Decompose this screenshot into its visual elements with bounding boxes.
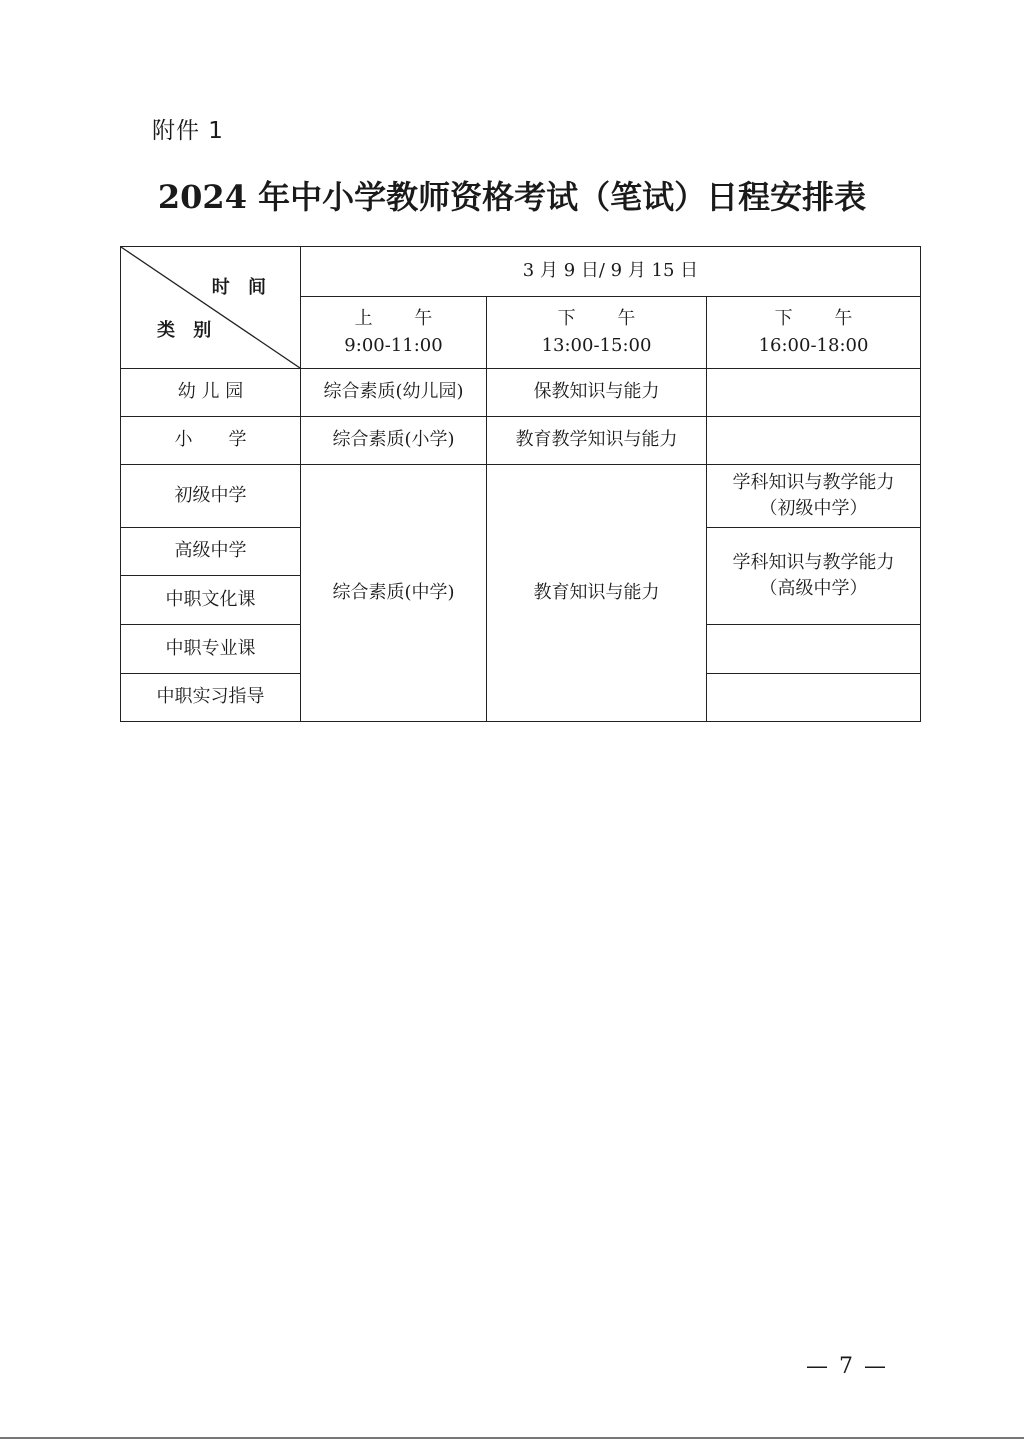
senior-subject-line1: 学科知识与教学能力 — [732, 551, 895, 573]
scan-edge-line — [0, 1437, 1024, 1439]
session-header-morning — [301, 297, 487, 369]
junior-subject-line1: 学科知识与教学能力 — [732, 471, 895, 493]
cell-secondary-am: 综合素质(中学) — [301, 465, 487, 722]
diagonal-divider — [121, 247, 300, 368]
category-senior-high: 高级中学 — [121, 528, 301, 576]
cell-kindergarten-pm1: 保教知识与能力 — [487, 369, 707, 417]
cell-senior-pm2 — [707, 528, 921, 625]
session-header-afternoon-1 — [487, 297, 707, 369]
session-header-afternoon-2 — [707, 297, 921, 369]
category-vocational-specialty: 中职专业课 — [121, 625, 301, 674]
category-primary: 小 学 — [121, 417, 301, 465]
corner-header-cell — [121, 247, 301, 369]
date-header: 3 月 9 日/ 9 月 15 日 — [301, 247, 921, 297]
cell-primary-pm1: 教育教学知识与能力 — [487, 417, 707, 465]
session-time: 9:00-11:00 — [344, 334, 443, 356]
category-vocational-internship: 中职实习指导 — [121, 674, 301, 722]
cell-vocational-specialty-pm2-empty — [707, 625, 921, 674]
session-time: 13:00-15:00 — [541, 334, 652, 356]
cell-vocational-internship-pm2-empty — [707, 674, 921, 722]
attachment-label: 附件 1 — [152, 118, 224, 144]
category-vocational-culture: 中职文化课 — [121, 576, 301, 625]
cell-kindergarten-pm2-empty — [707, 369, 921, 417]
senior-subject-line2: （高级中学） — [759, 578, 868, 599]
category-kindergarten: 幼 儿 园 — [121, 369, 301, 417]
page-number: — 7 — — [806, 1354, 888, 1379]
cell-kindergarten-am: 综合素质(幼儿园) — [301, 369, 487, 417]
cell-junior-pm2 — [707, 465, 921, 528]
session-period: 下 午 — [557, 308, 654, 330]
corner-time-label: 时 间 — [211, 277, 272, 298]
junior-subject-line2: （初级中学） — [759, 498, 868, 519]
session-period: 上 午 — [354, 308, 451, 330]
cell-secondary-pm1: 教育知识与能力 — [487, 465, 707, 722]
category-junior-high: 初级中学 — [121, 465, 301, 528]
session-time: 16:00-18:00 — [758, 334, 869, 356]
session-period: 下 午 — [774, 308, 871, 330]
document-title: 2024 年中小学教师资格考试（笔试）日程安排表 — [157, 178, 867, 216]
cell-primary-am: 综合素质(小学) — [301, 417, 487, 465]
corner-category-label: 类 别 — [157, 319, 218, 341]
cell-primary-pm2-empty — [707, 417, 921, 465]
exam-schedule-table — [120, 246, 921, 722]
